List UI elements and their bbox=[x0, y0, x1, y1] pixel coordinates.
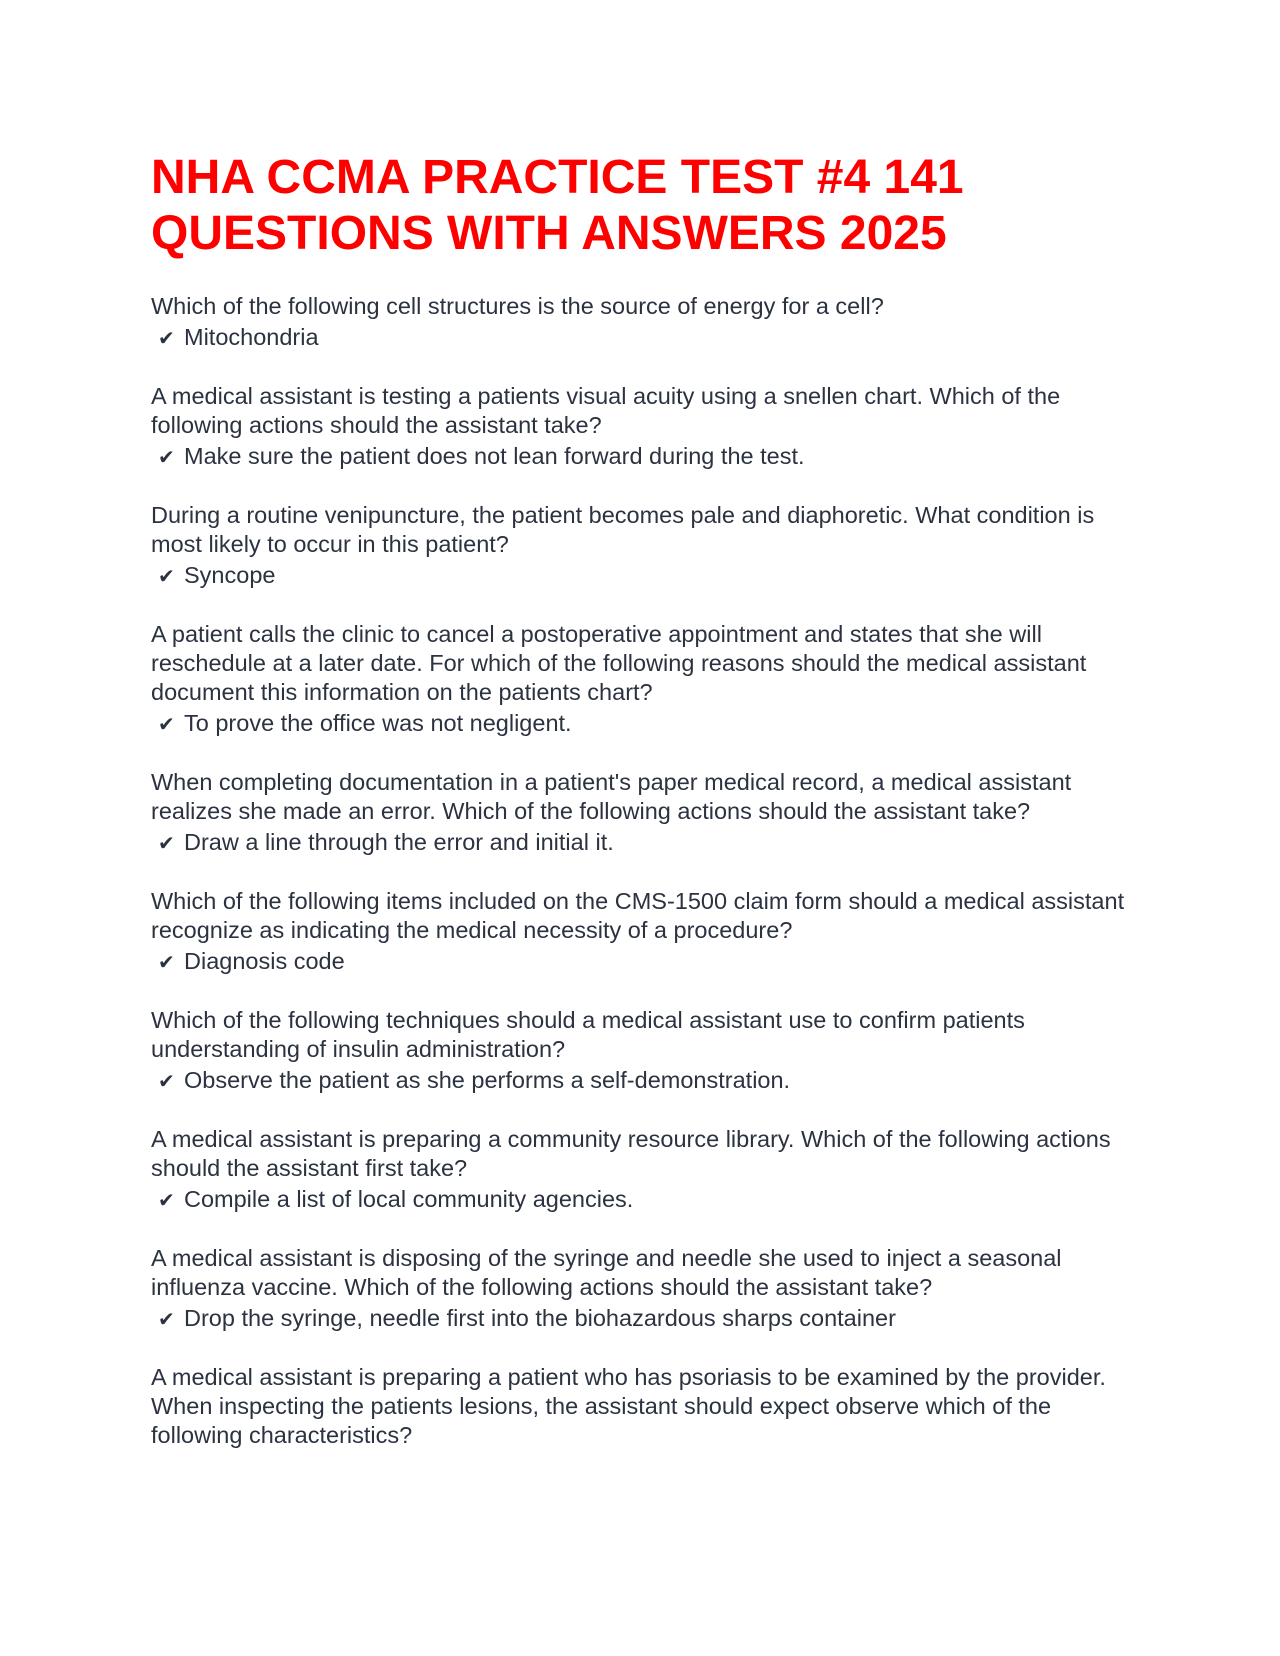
qa-item bbox=[151, 768, 1141, 858]
answer-text: Mitochondria bbox=[184, 324, 319, 350]
check-mark-icon: ✔ bbox=[158, 445, 175, 469]
qa-item bbox=[151, 1125, 1141, 1215]
answer-text: Syncope bbox=[184, 562, 276, 588]
check-mark-icon: ✔ bbox=[158, 1188, 175, 1212]
check-mark-icon: ✔ bbox=[158, 564, 175, 588]
question-text: A medical assistant is preparing a community resource library. Which of the following actions should the assistant first take? bbox=[151, 1126, 1111, 1181]
question-text: A patient calls the clinic to cancel a postoperative appointment and states that she will reschedule at a later date. For which of the following reasons should the medical assistant document this information on the patients chart? bbox=[151, 621, 1087, 705]
qa-list bbox=[151, 292, 1141, 1450]
answer-line bbox=[151, 947, 1141, 977]
check-mark-icon: ✔ bbox=[158, 712, 175, 736]
answer-line bbox=[151, 561, 1141, 591]
answer-text: Drop the syringe, needle first into the biohazardous sharps container bbox=[184, 1305, 896, 1331]
qa-item bbox=[151, 1363, 1141, 1450]
answer-text: Draw a line through the error and initial it. bbox=[184, 829, 614, 855]
question-text: A medical assistant is testing a patients visual acuity using a snellen chart. Which of the following actions should the assistant take? bbox=[151, 383, 1061, 438]
qa-item bbox=[151, 620, 1141, 739]
answer-line bbox=[151, 442, 1141, 472]
qa-item bbox=[151, 501, 1141, 591]
document-page bbox=[151, 150, 1141, 1479]
answer-line bbox=[151, 1185, 1141, 1215]
question-text: When completing documentation in a patient's paper medical record, a medical assistant realizes she made an error. Which of the following actions should the assistant take? bbox=[151, 769, 1072, 824]
qa-item bbox=[151, 292, 1141, 353]
check-mark-icon: ✔ bbox=[158, 1307, 175, 1331]
question-text: During a routine venipuncture, the patient becomes pale and diaphoretic. What condition is most likely to occur in this patient? bbox=[151, 502, 1095, 557]
question-text: A medical assistant is preparing a patient who has psoriasis to be examined by the provider. When inspecting the patients lesions, the assistant should expect observe which of the following characteristics? bbox=[151, 1364, 1106, 1448]
answer-line bbox=[151, 323, 1141, 353]
answer-text: Diagnosis code bbox=[184, 948, 345, 974]
qa-item bbox=[151, 1244, 1141, 1334]
question-text: Which of the following techniques should a medical assistant use to confirm patients understanding of insulin administration? bbox=[151, 1007, 1025, 1062]
answer-text: Make sure the patient does not lean forward during the test. bbox=[184, 443, 805, 469]
answer-line bbox=[151, 1304, 1141, 1334]
check-mark-icon: ✔ bbox=[158, 950, 175, 974]
answer-text: To prove the office was not negligent. bbox=[184, 710, 572, 736]
answer-line bbox=[151, 709, 1141, 739]
question-text: Which of the following cell structures is the source of energy for a cell? bbox=[151, 293, 884, 319]
document-title: NHA CCMA PRACTICE TEST #4 141 QUESTIONS WITH ANSWERS 2025 bbox=[151, 151, 964, 260]
qa-item bbox=[151, 887, 1141, 977]
qa-item bbox=[151, 382, 1141, 472]
answer-text: Observe the patient as she performs a self-demonstration. bbox=[184, 1067, 791, 1093]
check-mark-icon: ✔ bbox=[158, 831, 175, 855]
question-text: Which of the following items included on the CMS-1500 claim form should a medical assistant recognize as indicating the medical necessity of a procedure? bbox=[151, 888, 1125, 943]
answer-line bbox=[151, 828, 1141, 858]
qa-item bbox=[151, 1006, 1141, 1096]
check-mark-icon: ✔ bbox=[158, 326, 175, 350]
answer-line bbox=[151, 1066, 1141, 1096]
answer-text: Compile a list of local community agencies. bbox=[184, 1186, 634, 1212]
question-text: A medical assistant is disposing of the syringe and needle she used to inject a seasonal influenza vaccine. Which of the following actions should the assistant take? bbox=[151, 1245, 1062, 1300]
check-mark-icon: ✔ bbox=[158, 1069, 175, 1093]
